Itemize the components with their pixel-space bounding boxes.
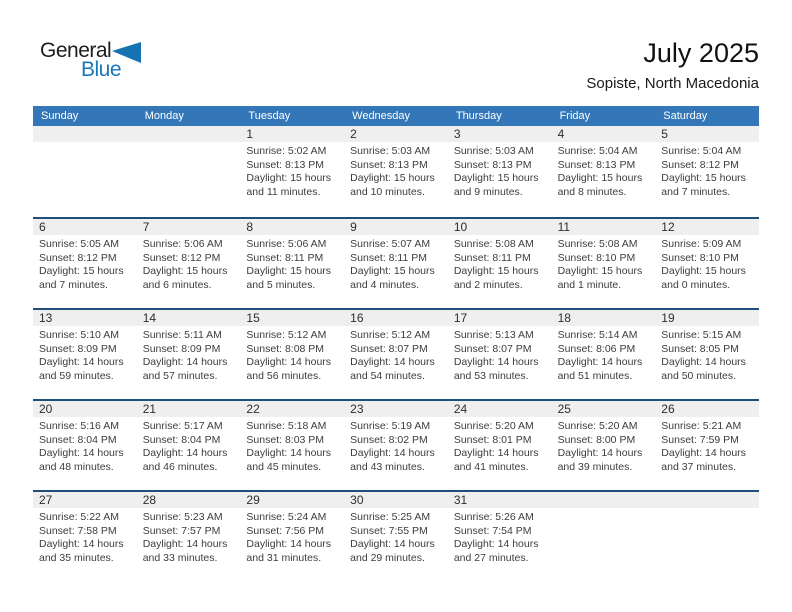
day-number: 9 bbox=[344, 219, 448, 235]
day-detail-line: Daylight: 14 hours bbox=[350, 356, 435, 368]
day-number: 6 bbox=[33, 219, 137, 235]
day-cell-29[interactable] bbox=[240, 492, 344, 581]
general-blue-logo bbox=[40, 40, 141, 79]
day-detail-line: Sunrise: 5:08 AM bbox=[453, 238, 534, 250]
day-number: 16 bbox=[344, 310, 448, 326]
day-details bbox=[655, 326, 759, 383]
day-detail-line: Sunset: 7:54 PM bbox=[453, 524, 532, 537]
day-number: 25 bbox=[552, 401, 656, 417]
weekday-header-monday: Monday bbox=[144, 110, 184, 122]
day-number: 2 bbox=[344, 126, 448, 142]
day-cell-18[interactable] bbox=[552, 310, 656, 399]
day-number: 15 bbox=[240, 310, 344, 326]
day-cell-28[interactable] bbox=[137, 492, 241, 581]
day-number: 30 bbox=[344, 492, 448, 508]
day-detail-line: and 10 minutes. bbox=[350, 185, 425, 198]
day-number: 28 bbox=[137, 492, 241, 508]
day-details bbox=[240, 235, 344, 292]
day-details bbox=[344, 326, 448, 383]
day-detail-line: Daylight: 14 hours bbox=[557, 356, 643, 368]
day-detail-line: Sunset: 8:12 PM bbox=[661, 158, 739, 171]
day-detail-line: Daylight: 15 hours bbox=[661, 265, 746, 277]
day-details bbox=[448, 417, 552, 474]
day-details bbox=[137, 235, 241, 292]
day-detail-line: Daylight: 14 hours bbox=[453, 538, 539, 550]
day-number: 24 bbox=[448, 401, 552, 417]
day-detail-line: Sunrise: 5:08 AM bbox=[557, 238, 638, 250]
day-detail-line: Sunrise: 5:14 AM bbox=[557, 329, 638, 341]
day-detail-line: Daylight: 14 hours bbox=[246, 538, 332, 550]
week-row-3 bbox=[33, 308, 759, 399]
day-detail-line: Daylight: 14 hours bbox=[350, 538, 435, 550]
day-detail-line: Sunrise: 5:20 AM bbox=[453, 420, 534, 432]
day-number: 11 bbox=[552, 219, 656, 235]
day-cell-25[interactable] bbox=[552, 401, 656, 490]
day-detail-line: Sunrise: 5:22 AM bbox=[39, 511, 119, 523]
day-cell-5[interactable] bbox=[655, 126, 759, 217]
day-cell-2[interactable] bbox=[344, 126, 448, 217]
day-detail-line: Sunrise: 5:21 AM bbox=[661, 420, 742, 432]
day-cell-10[interactable] bbox=[448, 219, 552, 308]
day-details bbox=[552, 142, 656, 199]
day-detail-line: and 7 minutes. bbox=[39, 278, 108, 291]
day-detail-line: Sunset: 7:55 PM bbox=[350, 524, 428, 537]
day-detail-line: Sunset: 8:11 PM bbox=[453, 251, 531, 264]
day-detail-line: Sunrise: 5:04 AM bbox=[661, 145, 742, 157]
day-number: 7 bbox=[137, 219, 241, 235]
day-details bbox=[344, 508, 448, 565]
day-detail-line: Sunrise: 5:18 AM bbox=[246, 420, 327, 432]
day-detail-line: Daylight: 14 hours bbox=[453, 356, 539, 368]
day-detail-line: and 59 minutes. bbox=[39, 369, 114, 382]
day-detail-line: Sunset: 8:04 PM bbox=[142, 433, 221, 446]
day-detail-line: Daylight: 15 hours bbox=[453, 172, 539, 184]
day-cell-empty bbox=[655, 492, 759, 581]
day-detail-line: and 33 minutes. bbox=[142, 551, 218, 564]
day-cell-16[interactable] bbox=[344, 310, 448, 399]
day-number bbox=[33, 126, 137, 142]
day-details bbox=[448, 235, 552, 292]
day-detail-line: and 0 minutes. bbox=[661, 278, 731, 291]
day-cell-26[interactable] bbox=[655, 401, 759, 490]
day-details bbox=[655, 235, 759, 292]
day-number: 14 bbox=[137, 310, 241, 326]
day-cell-1[interactable] bbox=[240, 126, 344, 217]
day-detail-line: and 4 minutes. bbox=[350, 278, 420, 291]
day-detail-line: Sunset: 8:02 PM bbox=[350, 433, 428, 446]
day-details bbox=[344, 417, 448, 474]
day-number: 4 bbox=[552, 126, 656, 142]
day-detail-line: and 8 minutes. bbox=[557, 185, 627, 198]
day-details bbox=[137, 142, 241, 145]
day-detail-line: Daylight: 15 hours bbox=[350, 265, 435, 277]
day-cell-23[interactable] bbox=[344, 401, 448, 490]
day-detail-line: Sunset: 8:12 PM bbox=[142, 251, 221, 264]
day-detail-line: Sunset: 8:10 PM bbox=[661, 251, 739, 264]
day-detail-line: Sunrise: 5:03 AM bbox=[453, 145, 534, 157]
day-number bbox=[552, 492, 656, 508]
weekday-header-wednesday: Wednesday bbox=[352, 110, 411, 122]
day-cell-27[interactable] bbox=[33, 492, 137, 581]
day-detail-line: Sunset: 7:56 PM bbox=[246, 524, 325, 537]
day-detail-line: Daylight: 15 hours bbox=[246, 172, 332, 184]
day-detail-line: Daylight: 14 hours bbox=[246, 356, 332, 368]
day-detail-line: Sunrise: 5:06 AM bbox=[142, 238, 223, 250]
day-detail-line: Sunrise: 5:09 AM bbox=[661, 238, 742, 250]
day-detail-line: and 48 minutes. bbox=[39, 460, 114, 473]
day-number bbox=[655, 492, 759, 508]
day-cell-9[interactable] bbox=[344, 219, 448, 308]
day-cell-14[interactable] bbox=[137, 310, 241, 399]
day-cell-17[interactable] bbox=[448, 310, 552, 399]
day-number: 8 bbox=[240, 219, 344, 235]
day-detail-line: Daylight: 15 hours bbox=[246, 265, 332, 277]
day-detail-line: and 46 minutes. bbox=[142, 460, 218, 473]
day-details bbox=[240, 417, 344, 474]
day-detail-line: Sunrise: 5:23 AM bbox=[142, 511, 223, 523]
day-detail-line: Sunset: 8:04 PM bbox=[39, 433, 117, 446]
week-row-1 bbox=[33, 126, 759, 217]
day-detail-line: Sunrise: 5:19 AM bbox=[350, 420, 431, 432]
day-detail-line: and 56 minutes. bbox=[246, 369, 322, 382]
day-details bbox=[137, 508, 241, 565]
day-detail-line: Sunset: 8:09 PM bbox=[39, 342, 117, 355]
calendar-table bbox=[33, 106, 759, 581]
day-detail-line: Sunrise: 5:26 AM bbox=[453, 511, 534, 523]
day-detail-line: and 5 minutes. bbox=[246, 278, 316, 291]
day-detail-line: Daylight: 14 hours bbox=[142, 538, 228, 550]
day-detail-line: Daylight: 14 hours bbox=[246, 447, 332, 459]
day-cell-11[interactable] bbox=[552, 219, 656, 308]
day-detail-line: Sunset: 8:12 PM bbox=[39, 251, 117, 264]
calendar-weeks bbox=[33, 126, 759, 581]
day-number: 13 bbox=[33, 310, 137, 326]
day-detail-line: Sunrise: 5:24 AM bbox=[246, 511, 327, 523]
day-detail-line: Sunrise: 5:06 AM bbox=[246, 238, 327, 250]
day-detail-line: Daylight: 15 hours bbox=[661, 172, 746, 184]
day-detail-line: Sunset: 7:57 PM bbox=[142, 524, 221, 537]
day-detail-line: Sunset: 7:58 PM bbox=[39, 524, 117, 537]
day-details bbox=[137, 417, 241, 474]
day-detail-line: Sunset: 8:13 PM bbox=[246, 158, 325, 171]
week-row-2 bbox=[33, 217, 759, 308]
day-details bbox=[240, 508, 344, 565]
day-detail-line: Daylight: 15 hours bbox=[350, 172, 435, 184]
day-cell-20[interactable] bbox=[33, 401, 137, 490]
day-detail-line: and 54 minutes. bbox=[350, 369, 425, 382]
day-details bbox=[448, 326, 552, 383]
day-detail-line: Daylight: 15 hours bbox=[142, 265, 228, 277]
day-number: 21 bbox=[137, 401, 241, 417]
day-detail-line: Daylight: 14 hours bbox=[661, 447, 746, 459]
day-detail-line: and 7 minutes. bbox=[661, 185, 731, 198]
weekday-header-saturday: Saturday bbox=[663, 110, 708, 122]
day-detail-line: Sunset: 8:10 PM bbox=[557, 251, 636, 264]
day-details bbox=[33, 417, 137, 474]
day-details bbox=[448, 142, 552, 199]
day-detail-line: and 27 minutes. bbox=[453, 551, 529, 564]
logo-text-general: General bbox=[40, 39, 112, 62]
day-detail-line: and 29 minutes. bbox=[350, 551, 425, 564]
day-number: 27 bbox=[33, 492, 137, 508]
day-details bbox=[240, 326, 344, 383]
day-detail-line: Daylight: 14 hours bbox=[350, 447, 435, 459]
day-detail-line: Sunrise: 5:10 AM bbox=[39, 329, 119, 341]
weekday-header-thursday: Thursday bbox=[455, 110, 502, 122]
day-cell-24[interactable] bbox=[448, 401, 552, 490]
day-detail-line: and 51 minutes. bbox=[557, 369, 633, 382]
day-detail-line: Sunrise: 5:15 AM bbox=[661, 329, 742, 341]
day-details bbox=[344, 142, 448, 199]
day-details bbox=[448, 508, 552, 565]
day-detail-line: Daylight: 15 hours bbox=[557, 265, 643, 277]
weekday-header-sunday: Sunday bbox=[41, 110, 79, 122]
day-details bbox=[33, 508, 137, 565]
day-detail-line: Sunset: 8:00 PM bbox=[557, 433, 636, 446]
day-detail-line: Daylight: 14 hours bbox=[142, 356, 228, 368]
day-details bbox=[240, 142, 344, 199]
day-detail-line: Sunrise: 5:20 AM bbox=[557, 420, 638, 432]
page-subtitle: Sopiste, North Macedonia bbox=[586, 75, 759, 92]
day-number: 22 bbox=[240, 401, 344, 417]
day-detail-line: and 57 minutes. bbox=[142, 369, 218, 382]
day-cell-19[interactable] bbox=[655, 310, 759, 399]
day-detail-line: Sunrise: 5:25 AM bbox=[350, 511, 431, 523]
day-details bbox=[344, 235, 448, 292]
day-details bbox=[655, 417, 759, 474]
day-detail-line: and 50 minutes. bbox=[661, 369, 736, 382]
day-number: 1 bbox=[240, 126, 344, 142]
day-detail-line: Sunset: 8:07 PM bbox=[350, 342, 428, 355]
day-number: 29 bbox=[240, 492, 344, 508]
day-cell-21[interactable] bbox=[137, 401, 241, 490]
day-detail-line: Sunrise: 5:05 AM bbox=[39, 238, 119, 250]
day-detail-line: and 37 minutes. bbox=[661, 460, 736, 473]
day-details bbox=[552, 326, 656, 383]
day-detail-line: Sunset: 8:13 PM bbox=[350, 158, 428, 171]
day-detail-line: Sunset: 8:07 PM bbox=[453, 342, 532, 355]
day-details bbox=[552, 508, 656, 511]
day-detail-line: Daylight: 14 hours bbox=[557, 447, 643, 459]
day-detail-line: Daylight: 15 hours bbox=[453, 265, 539, 277]
day-number: 31 bbox=[448, 492, 552, 508]
day-number: 26 bbox=[655, 401, 759, 417]
page-title: July 2025 bbox=[643, 38, 759, 68]
day-cell-3[interactable] bbox=[448, 126, 552, 217]
weekday-header-row bbox=[33, 106, 759, 126]
day-detail-line: Sunset: 8:08 PM bbox=[246, 342, 325, 355]
day-detail-line: Sunrise: 5:11 AM bbox=[142, 329, 222, 341]
day-details bbox=[552, 235, 656, 292]
day-number: 23 bbox=[344, 401, 448, 417]
day-cell-22[interactable] bbox=[240, 401, 344, 490]
day-number: 17 bbox=[448, 310, 552, 326]
weekday-header-friday: Friday bbox=[559, 110, 591, 122]
day-number: 20 bbox=[33, 401, 137, 417]
day-detail-line: Sunrise: 5:16 AM bbox=[39, 420, 119, 432]
day-details bbox=[655, 508, 759, 511]
week-row-5 bbox=[33, 490, 759, 581]
day-detail-line: Daylight: 14 hours bbox=[39, 538, 124, 550]
day-detail-line: Sunset: 8:09 PM bbox=[142, 342, 221, 355]
day-detail-line: Daylight: 14 hours bbox=[661, 356, 746, 368]
logo-text-blue: Blue bbox=[81, 58, 122, 81]
day-cell-31[interactable] bbox=[448, 492, 552, 581]
day-detail-line: Sunrise: 5:07 AM bbox=[350, 238, 431, 250]
day-detail-line: Sunrise: 5:17 AM bbox=[142, 420, 223, 432]
day-cell-12[interactable] bbox=[655, 219, 759, 308]
day-detail-line: and 45 minutes. bbox=[246, 460, 322, 473]
day-detail-line: Sunrise: 5:02 AM bbox=[246, 145, 327, 157]
day-detail-line: Daylight: 14 hours bbox=[142, 447, 228, 459]
header-titles bbox=[586, 38, 759, 93]
day-cell-6[interactable] bbox=[33, 219, 137, 308]
day-cell-empty bbox=[33, 126, 137, 217]
day-detail-line: Sunrise: 5:13 AM bbox=[453, 329, 534, 341]
day-detail-line: Daylight: 14 hours bbox=[453, 447, 539, 459]
day-cell-empty bbox=[552, 492, 656, 581]
day-detail-line: Daylight: 15 hours bbox=[557, 172, 643, 184]
day-detail-line: and 41 minutes. bbox=[453, 460, 529, 473]
day-number: 12 bbox=[655, 219, 759, 235]
day-details bbox=[552, 417, 656, 474]
day-detail-line: Sunset: 8:06 PM bbox=[557, 342, 636, 355]
day-cell-13[interactable] bbox=[33, 310, 137, 399]
day-number: 5 bbox=[655, 126, 759, 142]
day-detail-line: Sunset: 8:11 PM bbox=[246, 251, 324, 264]
day-detail-line: Sunrise: 5:12 AM bbox=[350, 329, 431, 341]
day-detail-line: Sunrise: 5:03 AM bbox=[350, 145, 431, 157]
day-details bbox=[33, 142, 137, 145]
day-detail-line: Sunset: 7:59 PM bbox=[661, 433, 739, 446]
day-detail-line: and 39 minutes. bbox=[557, 460, 633, 473]
day-cell-15[interactable] bbox=[240, 310, 344, 399]
day-detail-line: Sunrise: 5:12 AM bbox=[246, 329, 327, 341]
day-number: 3 bbox=[448, 126, 552, 142]
day-detail-line: and 43 minutes. bbox=[350, 460, 425, 473]
day-number bbox=[137, 126, 241, 142]
weekday-header-tuesday: Tuesday bbox=[248, 110, 291, 122]
day-cell-7[interactable] bbox=[137, 219, 241, 308]
day-detail-line: Sunset: 8:03 PM bbox=[246, 433, 325, 446]
day-detail-line: Sunrise: 5:04 AM bbox=[557, 145, 638, 157]
day-detail-line: Daylight: 14 hours bbox=[39, 447, 124, 459]
day-details bbox=[137, 326, 241, 383]
day-detail-line: Sunset: 8:11 PM bbox=[350, 251, 427, 264]
day-detail-line: and 53 minutes. bbox=[453, 369, 529, 382]
day-detail-line: Sunset: 8:05 PM bbox=[661, 342, 739, 355]
day-number: 18 bbox=[552, 310, 656, 326]
day-detail-line: Daylight: 14 hours bbox=[39, 356, 124, 368]
day-detail-line: and 31 minutes. bbox=[246, 551, 322, 564]
day-details bbox=[33, 326, 137, 383]
day-detail-line: Sunset: 8:13 PM bbox=[557, 158, 636, 171]
day-detail-line: Daylight: 15 hours bbox=[39, 265, 124, 277]
day-detail-line: and 6 minutes. bbox=[142, 278, 212, 291]
day-cell-8[interactable] bbox=[240, 219, 344, 308]
day-cell-30[interactable] bbox=[344, 492, 448, 581]
day-cell-empty bbox=[137, 126, 241, 217]
day-detail-line: Sunset: 8:01 PM bbox=[453, 433, 532, 446]
day-detail-line: and 35 minutes. bbox=[39, 551, 114, 564]
day-details bbox=[33, 235, 137, 292]
day-detail-line: and 9 minutes. bbox=[453, 185, 523, 198]
day-detail-line: Sunset: 8:13 PM bbox=[453, 158, 532, 171]
day-detail-line: and 11 minutes. bbox=[246, 185, 321, 198]
week-row-4 bbox=[33, 399, 759, 490]
day-detail-line: and 2 minutes. bbox=[453, 278, 523, 291]
day-detail-line: and 1 minute. bbox=[557, 278, 622, 291]
day-details bbox=[655, 142, 759, 199]
day-cell-4[interactable] bbox=[552, 126, 656, 217]
day-number: 10 bbox=[448, 219, 552, 235]
day-number: 19 bbox=[655, 310, 759, 326]
